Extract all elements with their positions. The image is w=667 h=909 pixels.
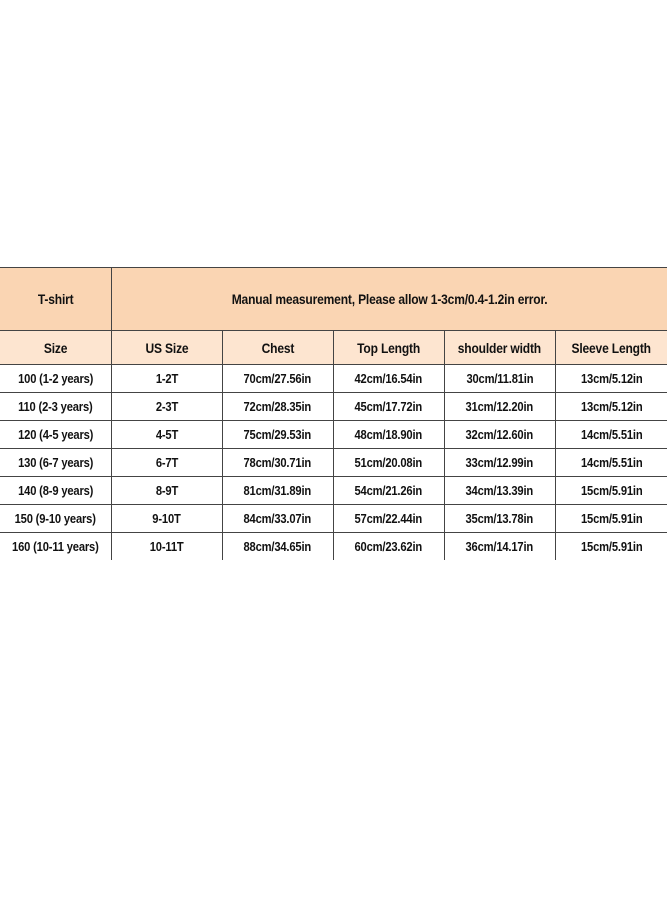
cell-value: 8-9T [155,483,178,498]
cell-chest [222,365,333,393]
cell-value: 88cm/34.65in [243,539,312,554]
measurement-note: Manual measurement, Please allow 1-3cm/0.4-1.2in error. [231,291,548,307]
cell-size [0,505,111,533]
cell-shoulder-width [444,421,555,449]
cell-size [0,421,111,449]
title-row [0,268,667,331]
header-label: Sleeve Length [571,339,651,356]
cell-value: 36cm/14.17in [465,539,534,554]
cell-value: 13cm/5.12in [580,371,643,386]
cell-size [0,477,111,505]
cell-top-length [333,477,444,505]
cell-value: 120 (4-5 years) [17,427,93,442]
cell-top-length [333,421,444,449]
cell-shoulder-width [444,393,555,421]
header-cell-chest [222,331,333,365]
cell-value: 60cm/23.62in [354,539,423,554]
cell-shoulder-width [444,449,555,477]
cell-chest [222,533,333,561]
cell-shoulder-width [444,365,555,393]
cell-value: 14cm/5.51in [580,455,643,470]
cell-us-size [111,393,222,421]
cell-sleeve-length [555,393,667,421]
product-type-label: T-shirt [37,291,74,307]
cell-value: 130 (6-7 years) [17,455,93,470]
cell-shoulder-width [444,533,555,561]
header-label: US Size [145,339,188,356]
cell-value: 140 (8-9 years) [17,483,93,498]
header-cell-sleeve-length [555,331,667,365]
cell-value: 57cm/22.44in [354,511,423,526]
cell-top-length [333,365,444,393]
cell-value: 10-11T [149,539,184,554]
cell-value: 31cm/12.20in [465,399,534,414]
table-row [0,365,667,393]
cell-us-size [111,477,222,505]
cell-shoulder-width [444,505,555,533]
cell-us-size [111,505,222,533]
size-chart-table [0,267,667,560]
cell-sleeve-length [555,533,667,561]
table-row [0,449,667,477]
cell-value: 72cm/28.35in [243,399,312,414]
cell-us-size [111,533,222,561]
cell-us-size [111,421,222,449]
cell-value: 78cm/30.71in [243,455,312,470]
header-label: shoulder width [457,339,542,356]
table-row [0,477,667,505]
cell-value: 15cm/5.91in [580,511,643,526]
cell-value: 45cm/17.72in [354,399,423,414]
cell-top-length [333,505,444,533]
cell-value: 2-3T [155,399,178,414]
cell-value: 54cm/21.26in [354,483,423,498]
cell-chest [222,421,333,449]
cell-shoulder-width [444,477,555,505]
cell-value: 81cm/31.89in [243,483,312,498]
cell-sleeve-length [555,449,667,477]
cell-value: 15cm/5.91in [580,539,643,554]
table-row [0,505,667,533]
cell-value: 14cm/5.51in [580,427,643,442]
header-cell-shoulder-width [444,331,555,365]
measurement-note-cell [111,268,667,331]
cell-value: 51cm/20.08in [354,455,423,470]
cell-value: 84cm/33.07in [243,511,312,526]
cell-chest [222,449,333,477]
cell-us-size [111,449,222,477]
cell-value: 35cm/13.78in [465,511,534,526]
cell-top-length [333,393,444,421]
header-label: Size [43,339,67,356]
cell-value: 33cm/12.99in [465,455,534,470]
table-row [0,421,667,449]
cell-value: 9-10T [152,511,181,526]
cell-value: 48cm/18.90in [354,427,423,442]
cell-us-size [111,365,222,393]
cell-value: 42cm/16.54in [354,371,423,386]
cell-sleeve-length [555,477,667,505]
header-label: Chest [261,339,294,356]
cell-sleeve-length [555,505,667,533]
cell-value: 1-2T [155,371,178,386]
cell-value: 75cm/29.53in [243,427,312,442]
cell-value: 30cm/11.81in [466,371,533,386]
cell-chest [222,393,333,421]
cell-chest [222,505,333,533]
cell-size [0,449,111,477]
table-row [0,533,667,561]
table-row [0,393,667,421]
cell-value: 6-7T [155,455,178,470]
header-row [0,331,667,365]
cell-value: 70cm/27.56in [243,371,312,386]
product-type-cell [0,268,111,331]
cell-value: 100 (1-2 years) [17,371,93,386]
cell-value: 13cm/5.12in [580,399,643,414]
cell-value: 110 (2-3 years) [18,399,93,414]
cell-sleeve-length [555,421,667,449]
header-cell-size [0,331,111,365]
cell-size [0,365,111,393]
header-cell-top-length [333,331,444,365]
cell-sleeve-length [555,365,667,393]
cell-value: 160 (10-11 years) [11,539,99,554]
cell-top-length [333,449,444,477]
cell-value: 32cm/12.60in [465,427,534,442]
cell-size [0,393,111,421]
cell-value: 34cm/13.39in [465,483,534,498]
cell-top-length [333,533,444,561]
cell-size [0,533,111,561]
cell-value: 150 (9-10 years) [14,511,96,526]
header-cell-us-size [111,331,222,365]
cell-value: 15cm/5.91in [580,483,643,498]
cell-chest [222,477,333,505]
header-label: Top Length [357,339,420,356]
cell-value: 4-5T [155,427,178,442]
